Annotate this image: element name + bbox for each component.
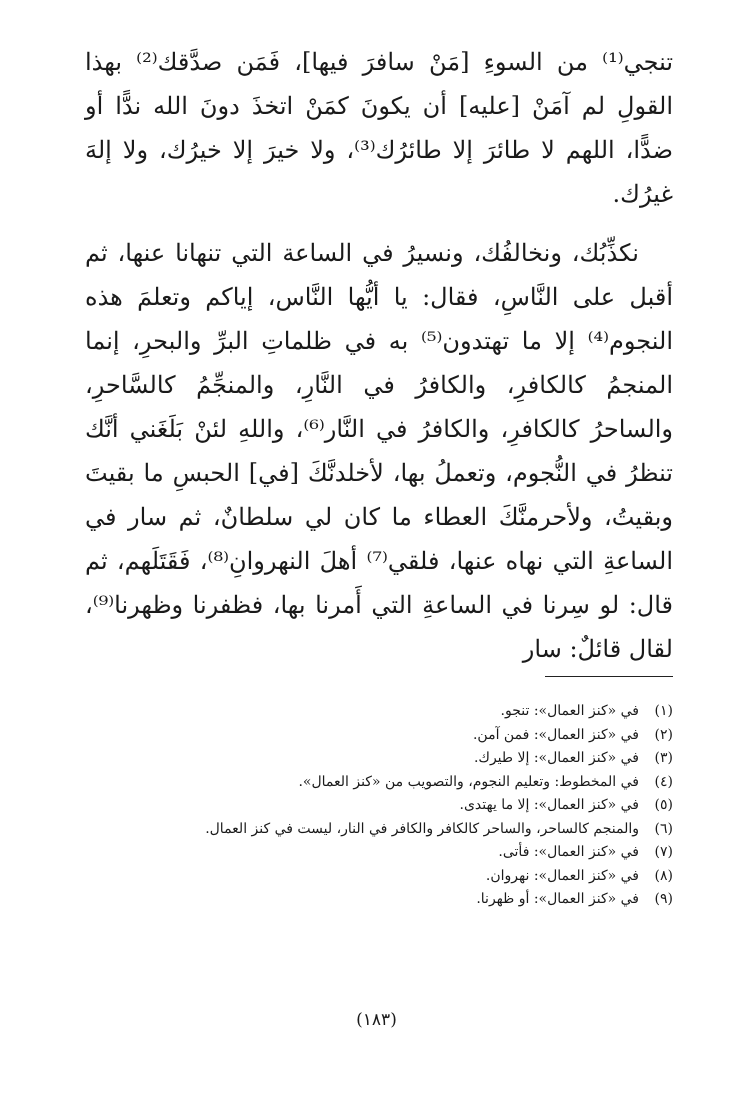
footnote-2 bbox=[63, 724, 673, 748]
footnote-text: في «كنز العمال»: فمن آمن. bbox=[472, 726, 639, 743]
footnote-text: في «كنز العمال»: إلا ما يهتدى. bbox=[459, 797, 639, 813]
paragraph-2: نكذِّبُك، ونخالفُك، ونسيرُ في الساعة التي تنهانا عنها، ثم أقبل على النَّاسِ، فقال: يا أيُّها النَّاس، إياكم وتعلمَ هذه النجوم⁽⁴⁾ إلا ما تهتدون⁽⁵⁾ به في ظلماتِ البرِّ والبحرِ، إنما المنجمُ كالكافرِ، والكافرُ في النَّارِ، والمنجِّمُ كالسَّاحرِ، والساحرُ كالكافرِ، والكافرُ في النَّار⁽⁶⁾، واللهِ لئنْ بَلَغَني أنَّك تنظرُ في النُّجوم، وتعملُ بها، لأخلدنَّكَ [في] الحبسِ ما بقيتَ وبقيتُ، ولأحرمنَّكَ العطاء ما كان لي سلطانٌ، ثم سار في الساعةِ التي نهاه عنها، فلقي⁽⁷⁾ أهلَ النهروانِ⁽⁸⁾، فَقَتَلَهم، ثم قال: لو سِرنا في الساعةِ التي أَمرنا بها، فظفرنا وظهرنا⁽⁹⁾، لقال قائلٌ: سار bbox=[85, 239, 674, 663]
footnote-text: في المخطوط: وتعليم النجوم، والتصويب من «كنز العمال». bbox=[298, 773, 639, 790]
paragraph-1: تنجي⁽¹⁾ من السوءِ [مَنْ سافرَ فيها]، فَمَن صدَّقك⁽²⁾ بهذا القولِ لم آمَنْ [عليه] أن يكونَ كمَنْ اتخذَ دونَ الله ندًّا أو ضدًّا، اللهم لا طائرَ إلا طائرُك⁽³⁾، ولا خيرَ إلا خيرُك، ولا إلهَ غيرُك. bbox=[85, 48, 674, 208]
footnote-text: والمنجم كالساحر، والساحر كالكافر والكافر في النار، ليست في كنز العمال. bbox=[205, 820, 639, 837]
footnote-1 bbox=[63, 700, 673, 724]
footnote-6 bbox=[63, 818, 673, 842]
footnote-number: (٤) bbox=[654, 773, 673, 790]
main-text bbox=[85, 40, 673, 671]
footnote-4 bbox=[63, 771, 673, 795]
footnote-number: (٩) bbox=[654, 891, 673, 907]
footnote-8 bbox=[63, 865, 673, 889]
footnote-separator bbox=[545, 676, 673, 677]
footnote-number: (٧) bbox=[654, 844, 673, 860]
footnote-text: في «كنز العمال»: نهروان. bbox=[485, 867, 639, 884]
footnote-number: (١) bbox=[654, 703, 673, 719]
footnote-9 bbox=[63, 888, 673, 912]
footnote-text: في «كنز العمال»: تنجو. bbox=[500, 703, 639, 719]
footnote-number: (٣) bbox=[654, 750, 673, 766]
footnote-3 bbox=[63, 747, 673, 771]
footnotes-list bbox=[63, 700, 673, 912]
footnote-number: (٢) bbox=[654, 726, 673, 743]
footnote-7 bbox=[63, 841, 673, 865]
footnote-number: (٥) bbox=[654, 797, 673, 813]
footnote-text: في «كنز العمال»: إلا طيرك. bbox=[473, 750, 639, 766]
footnote-5 bbox=[63, 794, 673, 818]
footnote-text: في «كنز العمال»: أو ظهرنا. bbox=[476, 891, 639, 907]
footnote-number: (٦) bbox=[654, 820, 673, 837]
footnote-text: في «كنز العمال»: فأتى. bbox=[498, 844, 639, 860]
footnote-number: (٨) bbox=[654, 867, 673, 884]
page-number: (١٨٣) bbox=[356, 1010, 397, 1030]
